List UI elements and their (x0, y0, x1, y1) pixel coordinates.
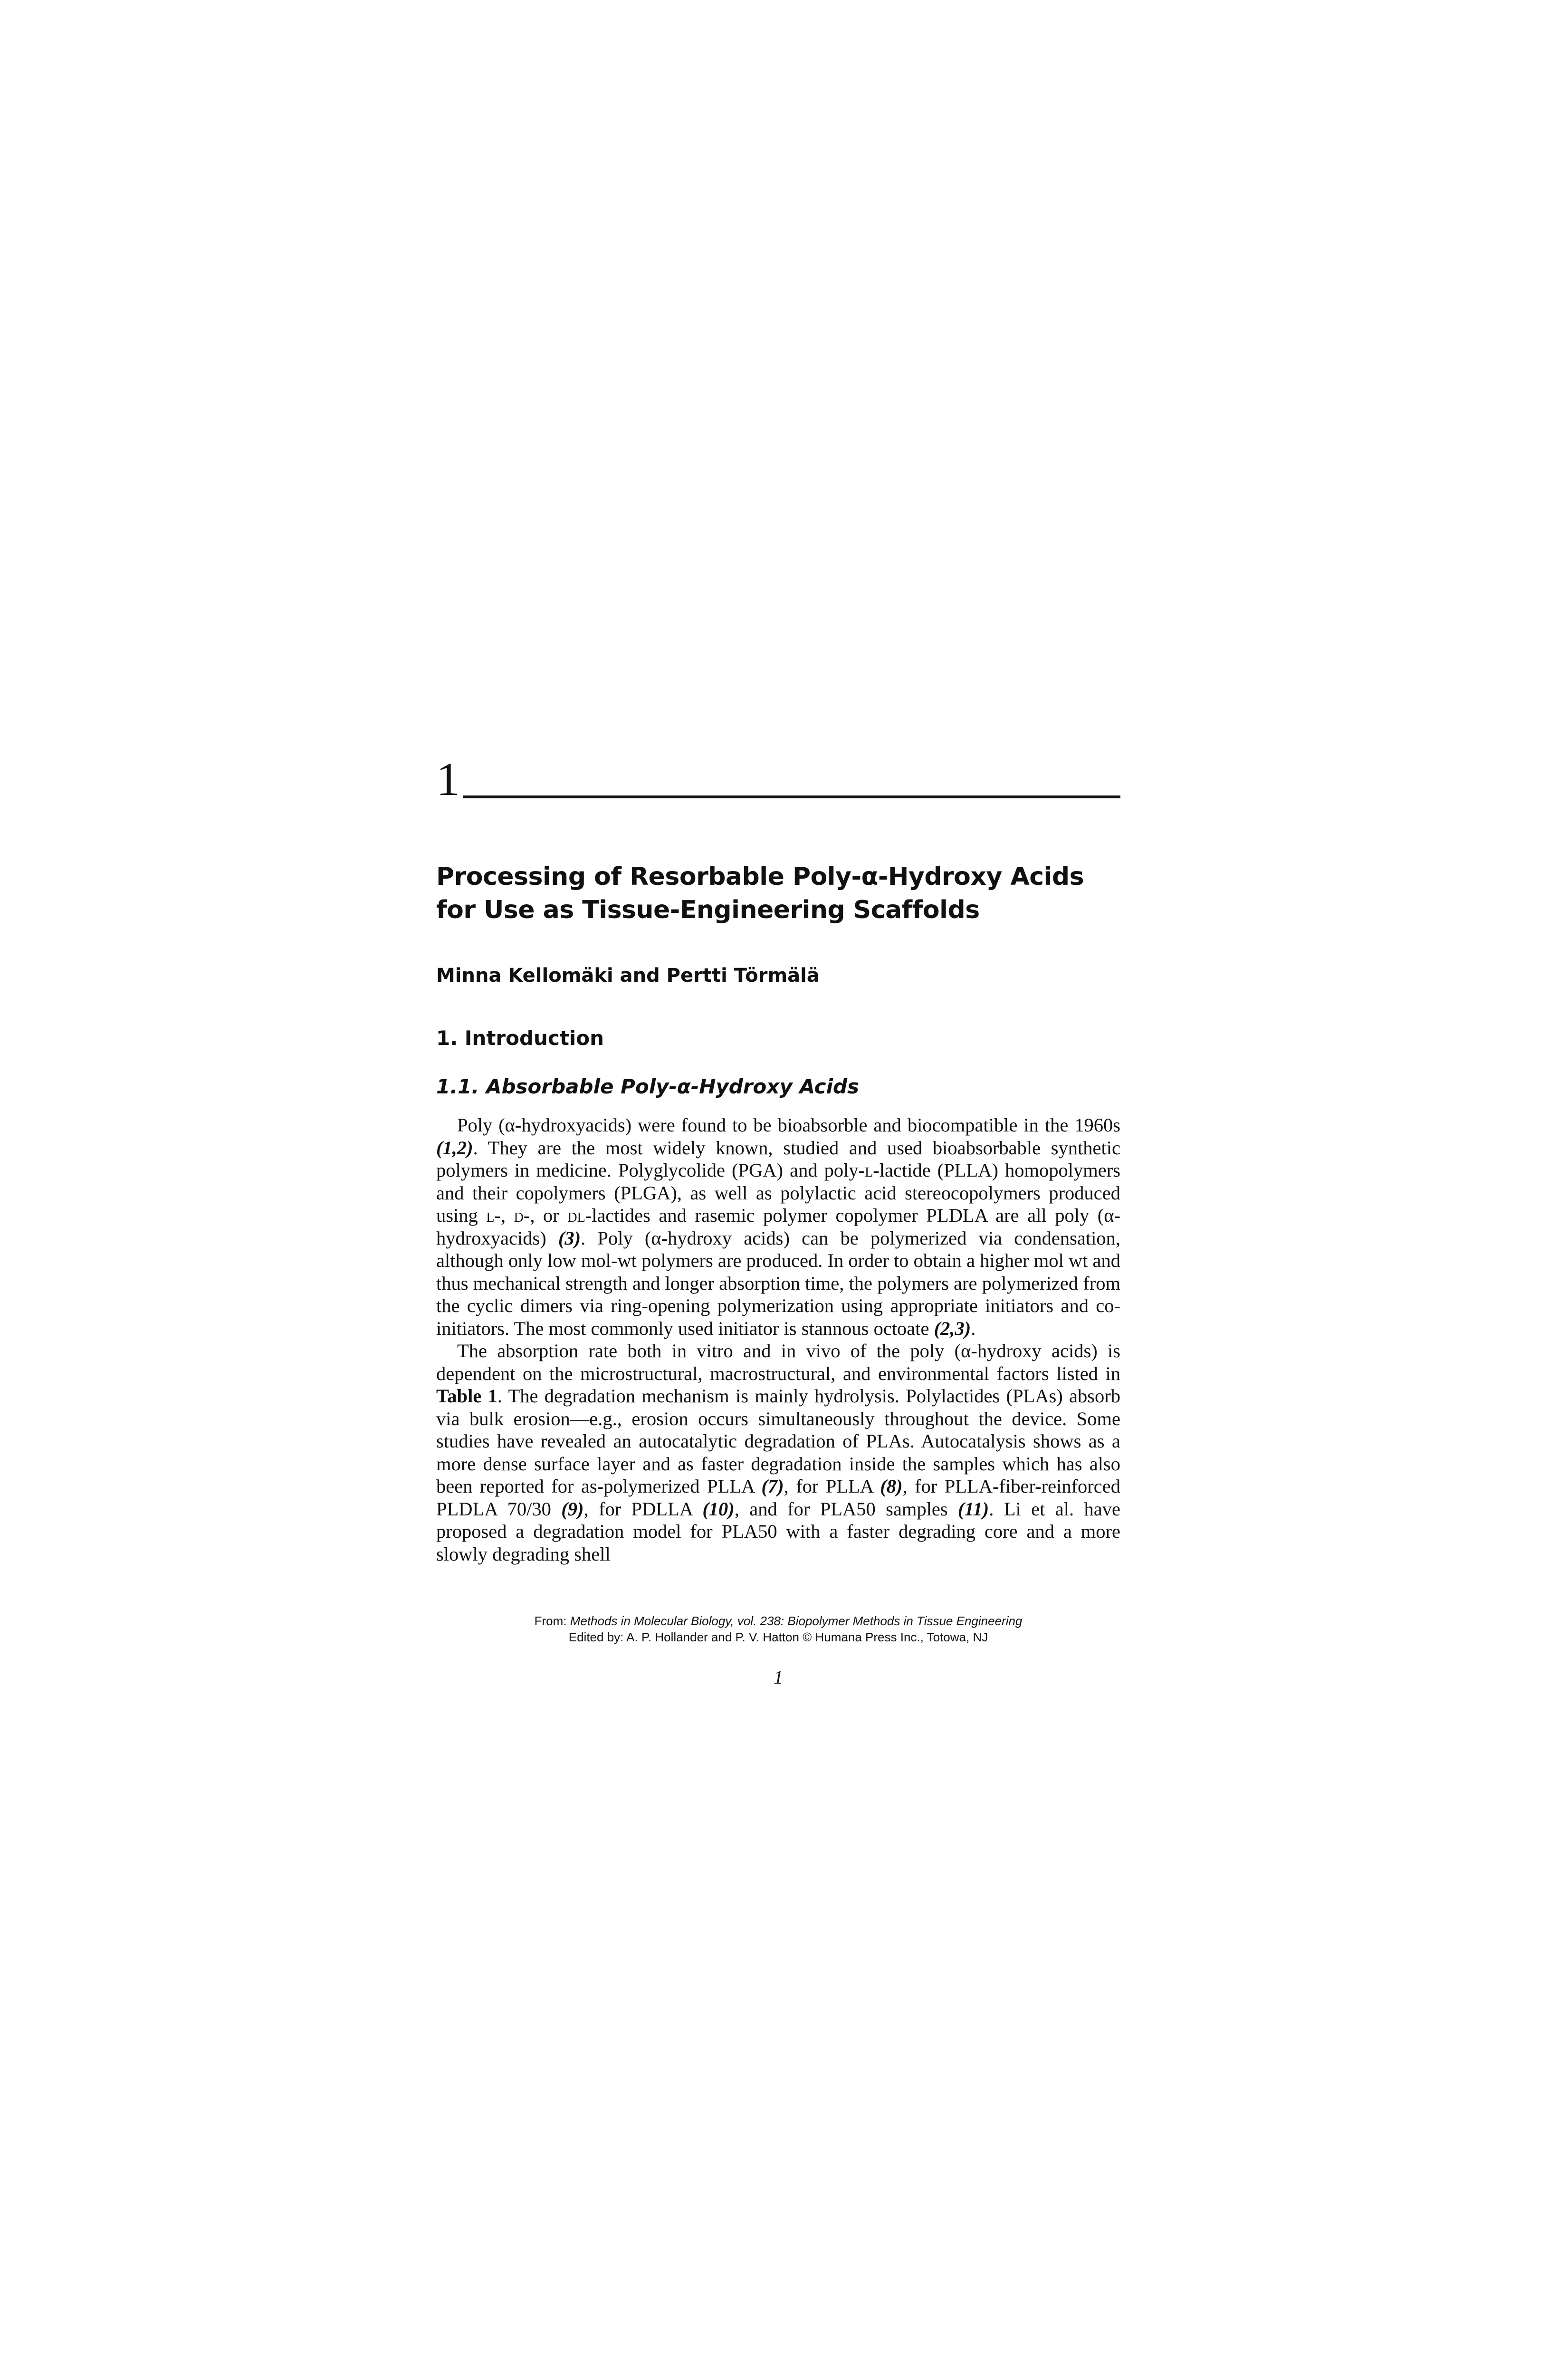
source-footer (436, 1613, 1120, 1645)
text-run: . The degradation mechanism is mainly hydrolysis. Polylactides (PLAs) absorb via bulk erosion—e.g., erosion occurs simultaneously throughout the device. Some studies have revealed an autocatalytic degradation of PLAs. Autocatalysis shows as a more dense surface layer and as faster degradation inside the samples which has also been reported for as-polymerized PLLA (436, 1385, 1120, 1497)
chapter-title-line-1: Processing of Resorbable Poly-α-Hydroxy Acids (436, 862, 1084, 891)
citation: (8) (880, 1475, 903, 1497)
text-run: . They are the most widely known, studied and used bioabsorbable synthetic polymers in medicine. Polyglycolide (PGA) and poly- (436, 1137, 1120, 1181)
text-run: -, (494, 1205, 514, 1226)
text-run: -lactides and rasemic polymer copolymer PLDLA are all poly (α-hydroxyacids) (436, 1205, 1120, 1249)
citation: (1,2) (436, 1137, 473, 1159)
citation: (2,3) (934, 1317, 971, 1339)
page-content (436, 751, 1120, 1688)
text-run: , for PDLLA (583, 1498, 703, 1520)
text-run: -, or (523, 1205, 568, 1226)
edited-line: Edited by: A. P. Hollander and P. V. Hatton © Humana Press Inc., Totowa, NJ (568, 1630, 988, 1644)
chapter-header (436, 751, 1120, 803)
citation: (3) (558, 1227, 581, 1249)
small-caps-run: l (865, 1159, 873, 1181)
paragraph-2 (436, 1340, 1120, 1565)
text-run: , and for PLA50 samples (734, 1498, 958, 1520)
from-label: From: (534, 1614, 570, 1628)
small-caps-run: dl (567, 1205, 585, 1226)
small-caps-run: l (486, 1205, 495, 1226)
text-run: , for PLLA (784, 1475, 880, 1497)
chapter-number: 1 (436, 753, 460, 805)
paragraph-1 (436, 1114, 1120, 1340)
citation: (7) (761, 1475, 784, 1497)
citation: (11) (958, 1498, 989, 1520)
subsection-heading-absorbable: 1.1. Absorbable Poly-α-Hydroxy Acids (436, 1075, 860, 1098)
source-line (436, 1613, 1120, 1629)
small-caps-run: d (514, 1205, 524, 1226)
text-run: . (971, 1317, 976, 1339)
body-text (436, 1114, 1120, 1565)
text-run: . Li et al. have proposed a degradation model for PLA50 with a faster degrading core and a more slowly degrading shell (436, 1498, 1120, 1565)
citation: (10) (702, 1498, 735, 1520)
text-run: -lactide (PLLA) homopolymers and their copolymers (PLGA), as well as polylactic acid stereocopolymers produced using (436, 1159, 1121, 1226)
text-run: The absorption rate both in vitro and in vivo of the poly (α-hydroxy acids) is dependent on the microstructural, macrostructural, and environmental factors listed in (436, 1340, 1120, 1384)
citation: (9) (561, 1498, 584, 1520)
authors: Minna Kellomäki and Pertti Törmälä (436, 965, 820, 987)
text-run: , for PLLA-fiber-reinforced PLDLA 70/30 (436, 1475, 1120, 1520)
source-title: Methods in Molecular Biology, vol. 238: Biopolymer Methods in Tissue Engineering (570, 1614, 1023, 1628)
chapter-rule (463, 795, 1120, 798)
text-run: . Poly (α-hydroxy acids) can be polymerized via condensation, although only low mol-wt polymers are produced. In order to obtain a higher mol wt and thus mechanical strength and longer absorption time, the polymers are polymerized from the cyclic dimers via ring-opening polymerization using appropriate initiators and co-initiators. The most commonly used initiator is stannous octoate (436, 1227, 1120, 1339)
text-run: Poly (α-hydroxyacids) were found to be bioabsorble and biocompatible in the 1960s (457, 1114, 1120, 1136)
chapter-title-line-2: for Use as Tissue-Engineering Scaffolds (436, 896, 980, 924)
table-reference: Table 1 (436, 1385, 497, 1407)
page-number: 1 (774, 1667, 783, 1688)
section-heading-introduction: 1. Introduction (436, 1026, 604, 1050)
chapter-title (436, 860, 1120, 927)
